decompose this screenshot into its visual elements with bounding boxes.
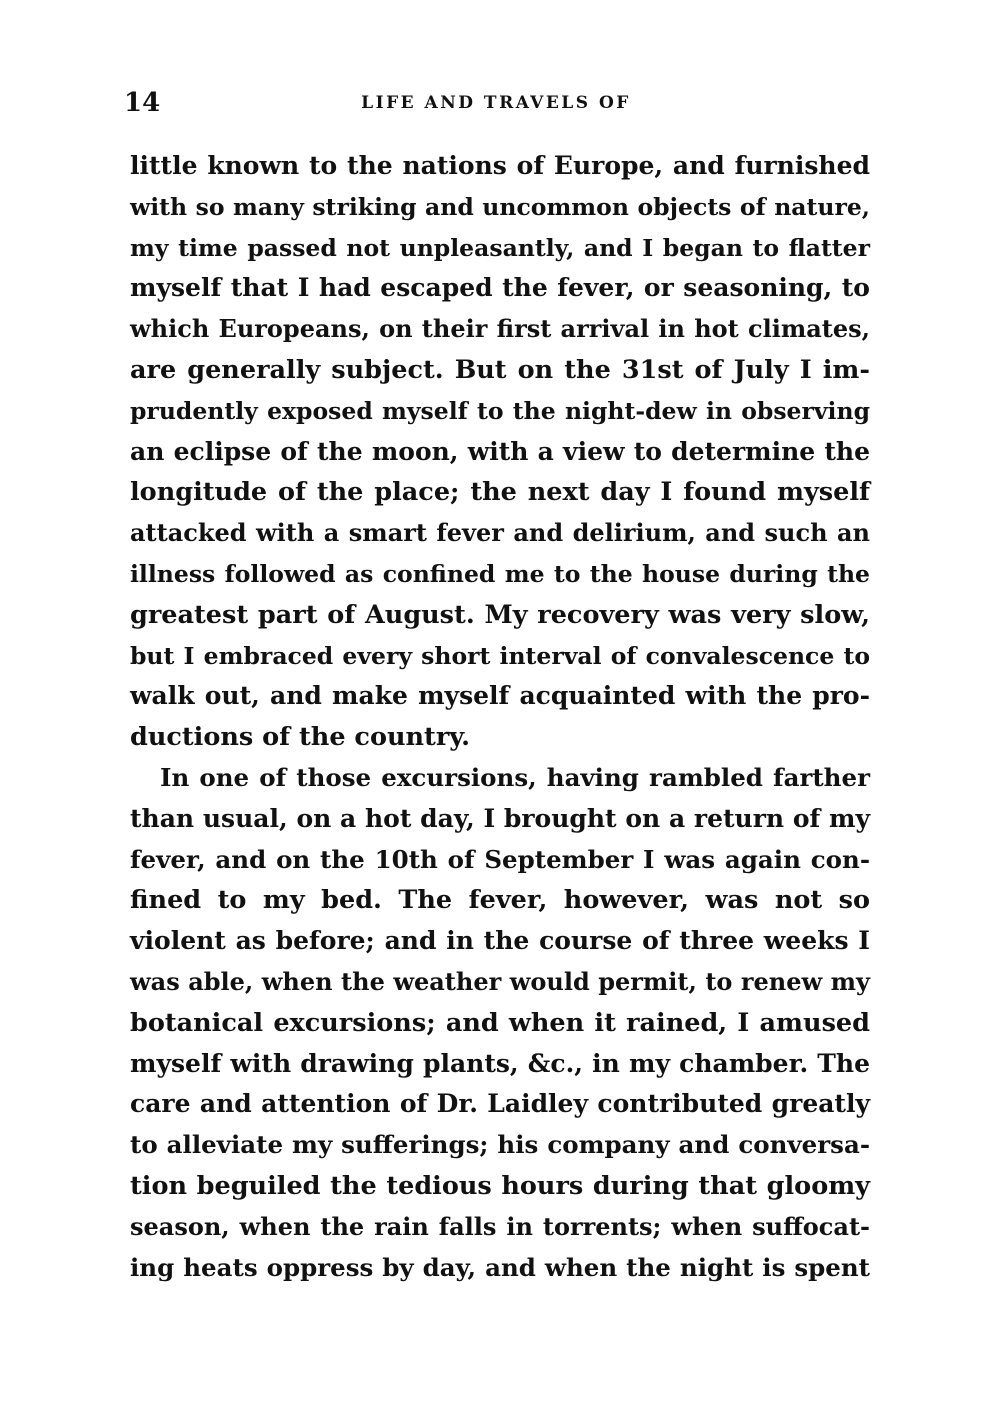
text-line: little known to the nations of Europe, and furnished <box>130 151 870 180</box>
text-line: season, when the rain falls in torrents; when suffocat- <box>130 1211 870 1241</box>
text-line: are generally subject. But on the 31st of July I im- <box>130 354 870 385</box>
text-line: ductions of the country. <box>130 722 471 753</box>
text-line: an eclipse of the moon, with a view to determine the <box>130 436 870 466</box>
text-line: botanical excursions; and when it rained, I amused <box>130 1007 870 1038</box>
text-line: fined to my bed. The fever, however, was not so <box>130 885 870 916</box>
text-line: illness followed as confined me to the house during the <box>130 559 870 588</box>
text-line: with so many striking and uncommon objects of nature, <box>130 192 870 221</box>
text-line: longitude of the place; the next day I found myself <box>130 477 870 508</box>
body-text <box>130 146 870 1288</box>
paragraph-2 <box>130 758 870 1288</box>
text-line: which Europeans, on their first arrival in hot climates, <box>130 314 870 344</box>
page-number: 14 <box>124 88 161 118</box>
text-line: fever, and on the 10th of September I was again con- <box>130 844 870 874</box>
running-head <box>124 88 868 122</box>
text-line: myself with drawing plants, &c., in my chamber. The <box>130 1048 870 1078</box>
text-line: prudently exposed myself to the night-dew in observing <box>130 396 870 425</box>
running-title: LIFE AND TRAVELS OF <box>361 93 631 113</box>
text-line: walk out, and make myself acquainted with the pro- <box>130 681 870 711</box>
paragraph-1 <box>130 146 870 758</box>
text-line: tion beguiled the tedious hours during that gloomy <box>130 1170 870 1201</box>
text-line: to alleviate my sufferings; his company and conversa- <box>130 1130 870 1160</box>
text-line: myself that I had escaped the fever, or seasoning, to <box>130 273 870 303</box>
text-line: ing heats oppress by day, and when the night is spent <box>130 1252 870 1282</box>
text-line: was able, when the weather would permit, to renew my <box>130 966 870 996</box>
text-line: care and attention of Dr. Laidley contributed greatly <box>130 1089 870 1119</box>
text-line: than usual, on a hot day, I brought on a return of my <box>130 803 870 833</box>
text-line: In one of those excursions, having rambled farther <box>160 762 870 792</box>
text-line: greatest part of August. My recovery was very slow, <box>130 599 870 630</box>
text-line: but I embraced every short interval of convalescence to <box>130 641 870 670</box>
text-line: attacked with a smart fever and delirium, and such an <box>130 518 870 548</box>
text-line: my time passed not unpleasantly, and I began to flatter <box>130 233 870 262</box>
text-line: violent as before; and in the course of three weeks I <box>130 926 870 956</box>
